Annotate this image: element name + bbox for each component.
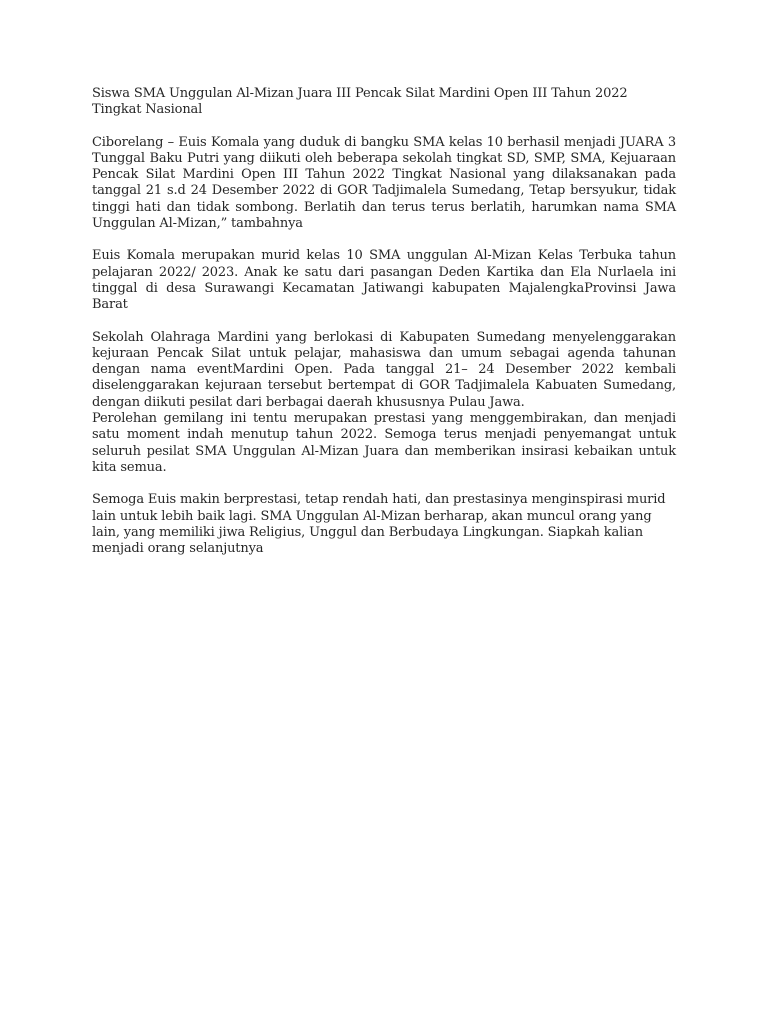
document-page (92, 86, 676, 573)
paragraph-event-info: Sekolah Olahraga Mardini yang berlokasi di Kabupaten Sumedang menyelenggarakan kejuraan Pencak Silat untuk pelajar, mahasiswa dan umum sebagai agenda tahunan dengan nama eventMardini Open. Pada tanggal 21– 24 Desember 2022 kembali diselenggarakan kejuraan tersebut bertempat di GOR Tadjimalela Kabuaten Sumedang, dengan diikuti pesilat dari berbagai daerah khususnya Pulau Jawa. (92, 329, 676, 410)
paragraph-student-profile: Euis Komala merupakan murid kelas 10 SMA unggulan Al-Mizan Kelas Terbuka tahun pelajaran 2022/ 2023. Anak ke satu dari pasangan Deden Kartika dan Ela Nurlaela ini tinggal di desa Surawangi Kecamatan Jatiwangi kabupaten MajalengkaProvinsi Jawa Barat (92, 248, 676, 313)
paragraph-achievement: Ciborelang – Euis Komala yang duduk di bangku SMA kelas 10 berhasil menjadi JUARA 3 Tunggal Baku Putri yang diikuti oleh beberapa sekolah tingkat SD, SMP, SMA, Kejuaraan Pencak Silat Mardini Open III Tahun 2022 Tingkat Nasional yang dilaksanakan pada tanggal 21 s.d 24 Desember 2022 di GOR Tadjimalela Sumedang, Tetap bersyukur, tidak tinggi hati dan tidak sombong. Berlatih dan terus terus berlatih, harumkan nama SMA Unggulan Al-Mizan,” tambahnya (92, 134, 676, 232)
paragraph-accomplishment: Perolehan gemilang ini tentu merupakan prestasi yang menggembirakan, dan menjadi satu moment indah menutup tahun 2022. Semoga terus menjadi penyemangat untuk seluruh pesilat SMA Unggulan Al-Mizan Juara dan memberikan insirasi kebaikan untuk kita semua. (92, 411, 676, 475)
document-title: Siswa SMA Unggulan Al-Mizan Juara III Pencak Silat Mardini Open III Tahun 2022 Tingkat Nasional (92, 86, 628, 118)
paragraph-closing: Semoga Euis makin berprestasi, tetap rendah hati, dan prestasinya menginspirasi murid lain untuk lebih baik lagi. SMA Unggulan Al-Mizan berharap, akan muncul orang yang lain, yang memiliki jiwa Religius, Unggul dan Berbudaya Lingkungan. Siapkah kalian menjadi orang selanjutnya (92, 492, 666, 557)
